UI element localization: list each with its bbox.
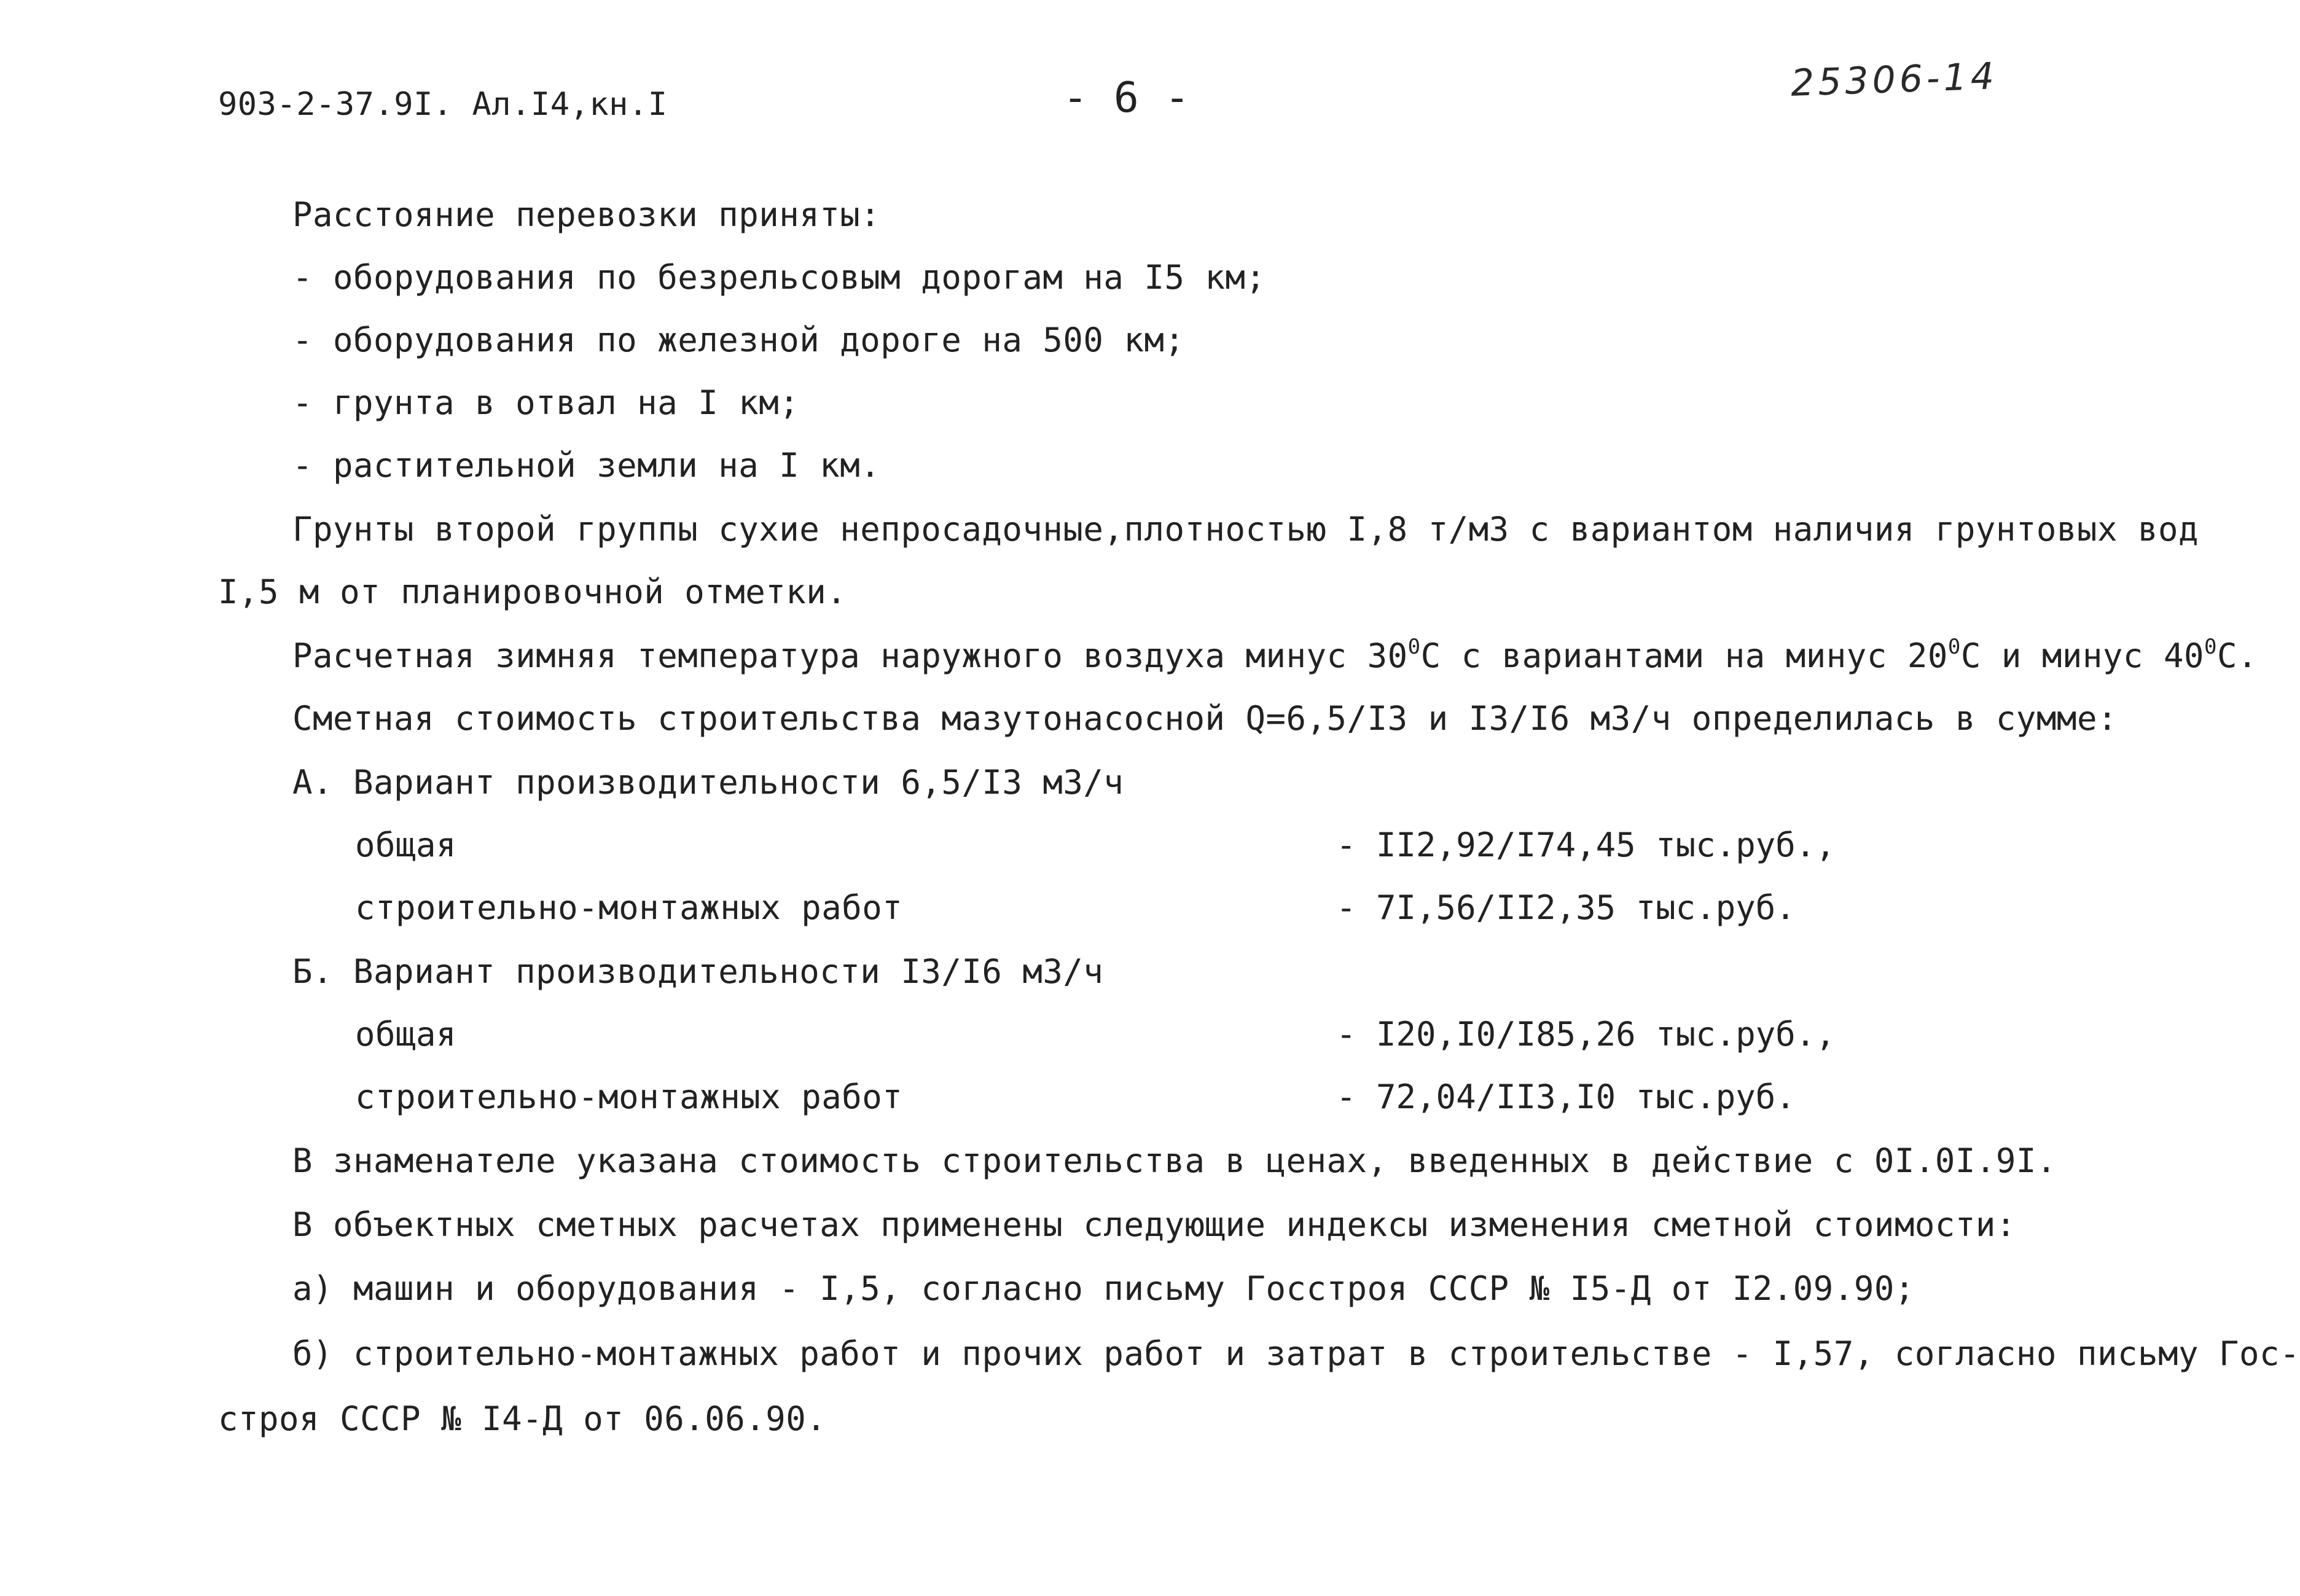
temperature-text: Расчетная зимняя температура наружного воздуха минус 30 [292,636,1408,675]
cost-label: строительно-монтажных работ [355,1078,903,1116]
transport-item: - грунта в отвал на I км; [292,383,800,422]
transport-item: - оборудования по железной дороге на 500 км; [292,321,1185,359]
transport-item: - растительной земли на I км. [292,446,881,485]
degree-mark: 0 [1947,635,1961,659]
cost-label: общая [355,826,457,864]
indices-intro: В объектных сметных расчетах применены следующие индексы изменения сметной стоимости: [292,1205,2016,1244]
denominator-note: В знаменателе указана стоимость строительства в ценах, введенных в действие с 0I.0I.9I. [292,1141,2057,1180]
temperature-text: С с вариантами на минус 20 [1420,636,1948,675]
page-number: - 6 - [1063,74,1191,122]
temperature-text: С. [2216,636,2258,675]
transport-item: - оборудования по безрельсовым дорогам на I5 км; [292,258,1266,297]
transport-intro: Расстояние перевозки приняты: [292,195,881,234]
index-a: а) машин и оборудования - I,5, согласно письму Госстроя СССР № I5-Д от I2.09.90; [292,1269,1915,1308]
document-code: 903-2-37.9I. Ал.I4,кн.I [218,86,668,123]
cost-value: - 72,04/II3,I0 тыс.руб. [1336,1078,1796,1116]
soil-line-2: I,5 м от планировочной отметки. [218,573,847,611]
cost-label: общая [355,1015,457,1054]
index-b-line-1: б) строительно-монтажных работ и прочих работ и затрат в строительстве - I,57, согласно письму Гос- [292,1334,2300,1373]
degree-mark: 0 [1407,635,1421,659]
cost-value: - 7I,56/II2,35 тыс.руб. [1336,888,1796,927]
degree-mark: 0 [2204,635,2217,659]
temperature-line [292,636,2258,676]
cost-intro: Сметная стоимость строительства мазутонасосной Q=6,5/I3 и I3/I6 м3/ч определилась в сумме: [292,699,2118,738]
cost-value: - II2,92/I74,45 тыс.руб., [1336,826,1836,864]
variant-title: Б. Вариант производительности I3/I6 м3/ч [292,952,1104,991]
index-b-line-2: строя СССР № I4-Д от 06.06.90. [218,1399,827,1438]
archive-number-handwritten: 25306-14 [1790,55,1998,105]
cost-label: строительно-монтажных работ [355,888,903,927]
soil-line-1: Грунты второй группы сухие непросадочные,плотностью I,8 т/м3 с вариантом наличия грунтовых вод [292,510,2199,549]
variant-title: А. Вариант производительности 6,5/I3 м3/ч [292,763,1124,802]
cost-value: - I20,I0/I85,26 тыс.руб., [1336,1015,1836,1054]
temperature-text: С и минус 40 [1960,636,2204,675]
